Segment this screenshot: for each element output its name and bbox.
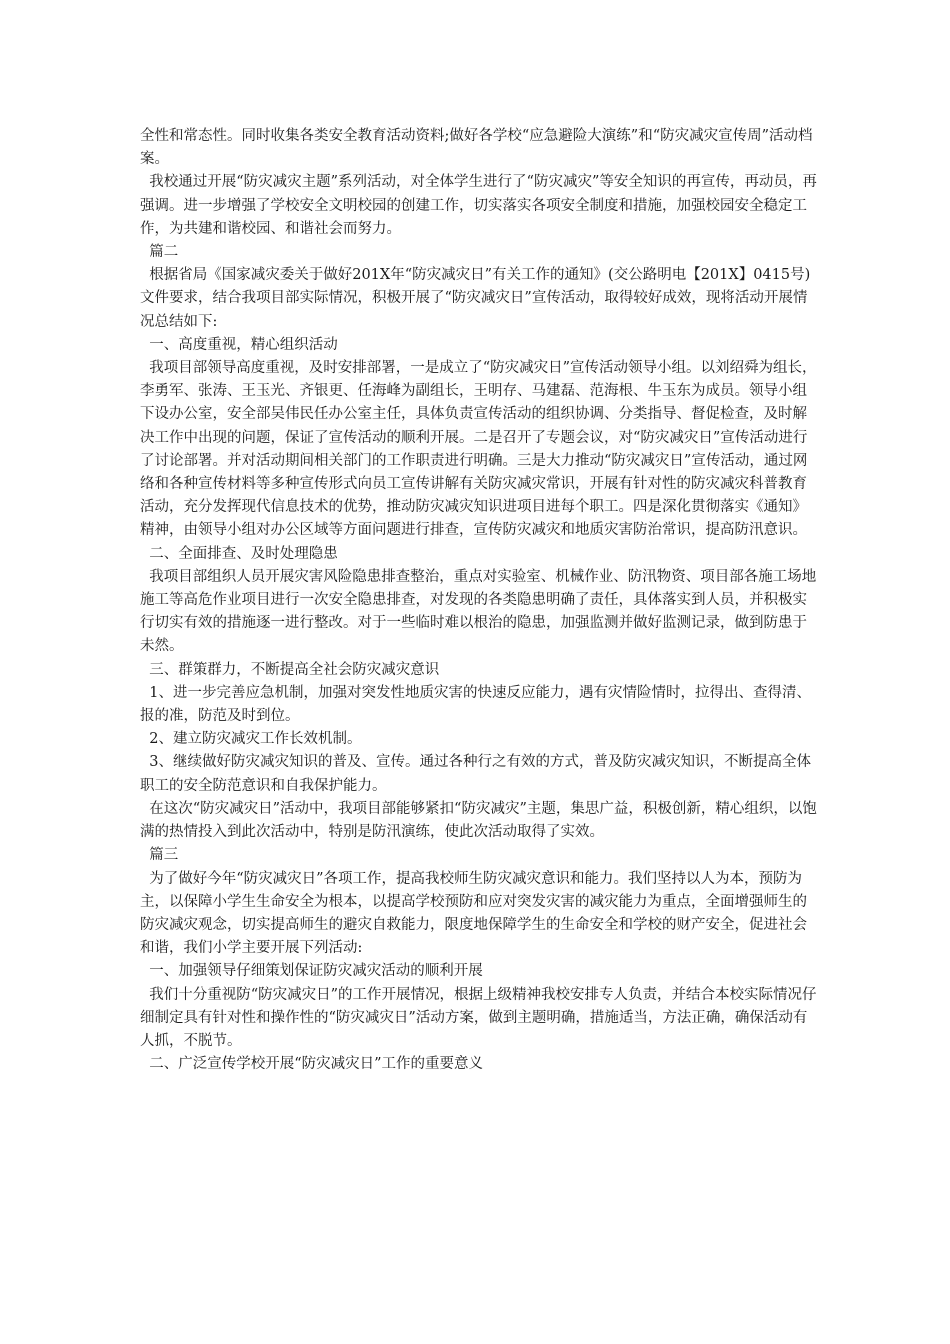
subheading-inspection: 二、全面排查、及时处理隐患	[140, 545, 338, 562]
list-item-2: 2、建立防灾减灾工作长效机制。	[140, 731, 362, 748]
paragraph-school-goals: 为了做好今年“防灾减灾日”各项工作，提高我校师生防灾减灾意识和能力。我们坚持以人为本，预防为主，以保障小学生生命安全为根本，以提高学校预防和应对突发灾害的减灾能力为重点，全面增强师生的防灾减灾观念，切实提高师生的避灾自救能力，限度地保障学生的生命安全和学校的财产安全，促进社会和谐，我们小学主要开展下列活动:	[140, 870, 807, 957]
paragraph-school-summary: 我校通过开展“防灾减灾主题”系列活动，对全体学生进行了“防灾减灾”等安全知识的再宣传，再动员，再强调。进一步增强了学校安全文明校园的创建工作，切实落实各项安全制度和措施，加强校园安全稳定工作，为共建和谐校园、和谐社会而努力。	[140, 174, 817, 237]
document-body	[140, 125, 820, 1076]
subheading-planning: 一、加强领导仔细策划保证防灾减灾活动的顺利开展	[140, 963, 483, 980]
paragraph-hazard-check: 我项目部组织人员开展灾害风险隐患排查整治，重点对实验室、机械作业、防汛物资、项目部各施工场地施工等高危作业项目进行一次安全隐患排查，对发现的各类隐患明确了责任，具体落实到人员，并积极实行切实有效的措施逐一进行整改。对于一些临时难以根治的隐患，加强监测并做好监测记录，做到防患于未然。	[140, 568, 817, 655]
paragraph-continuation: 全性和常态性。同时收集各类安全教育活动资料;做好各学校“应急避险大演练”和“防灾减灾宣传周”活动档案。	[140, 128, 813, 168]
section-heading-part-two: 篇二	[140, 244, 179, 261]
subheading-awareness: 三、群策群力，不断提高全社会防灾减灾意识	[140, 661, 440, 678]
subheading-publicity: 二、广泛宣传学校开展“防灾减灾日”工作的重要意义	[140, 1056, 484, 1073]
subheading-organize: 一、高度重视，精心组织活动	[140, 336, 338, 353]
list-item-3: 3、继续做好防灾减灾知识的普及、宣传。通过各种行之有效的方式，普及防灾减灾知识，不断提高全体职工的安全防范意识和自我保护能力。	[140, 754, 811, 794]
paragraph-leadership: 我项目部领导高度重视，及时安排部署，一是成立了“防灾减灾日”宣传活动领导小组。以刘绍舜为组长，李勇军、张涛、王玉光、齐银更、任海峰为副组长，王明存、马建磊、范海根、牛玉东为成员。领导小组下设办公室，安全部吴伟民任办公室主任，具体负责宣传活动的组织协调、分类指导、督促检查，及时解决工作中出现的问题，保证了宣传活动的顺利开展。二是召开了专题会议，对“防灾减灾日”宣传活动进行了讨论部署。并对活动期间相关部门的工作职责进行明确。三是大力推动“防灾减灾日”宣传活动，通过网络和各种宣传材料等多种宣传形式向员工宣传讲解有关防灾减灾常识，开展有针对性的防灾减灾科普教育活动，充分发挥现代信息技术的优势，推动防灾减灾知识进项目进每个职工。四是深化贯彻落实《通知》精神，由领导小组对办公区域等方面问题进行排查，宣传防灾减灾和地质灾害防治常识，提高防汛意识。	[140, 360, 817, 539]
paragraph-conclusion: 在这次“防灾减灾日”活动中，我项目部能够紧扣“防灾减灾”主题，集思广益，积极创新，精心组织，以饱满的热情投入到此次活动中，特别是防汛演练，使此次活动取得了实效。	[140, 800, 817, 841]
paragraph-intro-notice: 根据省局《国家减灾委关于做好201X年“防灾减灾日”有关工作的通知》(交公路明电【201X】0415号)文件要求，结合我项目部实际情况，积极开展了“防灾减灾日”宣传活动，取得较好成效，现将活动开展情况总结如下:	[140, 267, 811, 330]
list-item-1: 1、进一步完善应急机制，加强对突发性地质灾害的快速反应能力，遇有灾情险情时，拉得出、查得清、报的准，防范及时到位。	[140, 684, 811, 725]
section-heading-part-three: 篇三	[140, 847, 179, 864]
paragraph-planning: 我们十分重视防“防灾减灾日”的工作开展情况，根据上级精神我校安排专人负责，并结合本校实际情况仔细制定具有针对性和操作性的“防灾减灾日”活动方案，做到主题明确，措施适当，方法正确，确保活动有人抓，不脱节。	[140, 986, 817, 1049]
